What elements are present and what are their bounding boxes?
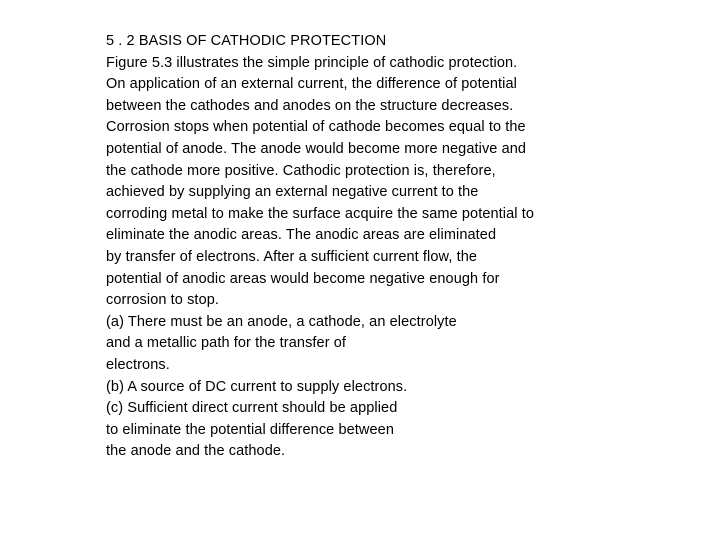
list-item-a-line: (a) There must be an anode, a cathode, an electrolyte — [106, 313, 457, 330]
body-line: by transfer of electrons. After a sufficient current flow, the — [106, 248, 478, 265]
body-line: Figure 5.3 illustrates the simple principle of cathodic protection. — [106, 54, 518, 71]
body-line: On application of an external current, the difference of potential — [106, 76, 517, 93]
list-item-a-line: and a metallic path for the transfer of — [106, 335, 347, 352]
list-item-a-line: electrons. — [106, 356, 170, 373]
body-line: potential of anodic areas would become negative enough for — [106, 270, 500, 287]
body-line: potential of anode. The anode would become more negative and — [106, 140, 527, 157]
section-heading: 5 . 2 BASIS OF CATHODIC PROTECTION — [106, 33, 387, 49]
body-line: Corrosion stops when potential of cathode becomes equal to the — [106, 119, 526, 136]
body-line: achieved by supplying an external negative current to the — [106, 184, 479, 201]
list-item-c-line: the anode and the cathode. — [106, 443, 286, 460]
list-item-b-line: (b) A source of DC current to supply electrons. — [106, 378, 408, 395]
body-line: between the cathodes and anodes on the structure decreases. — [106, 97, 514, 114]
list-item-c-line: (c) Sufficient direct current should be applied — [106, 400, 398, 417]
text-block — [106, 31, 706, 463]
body-line: corrosion to stop. — [106, 292, 220, 309]
body-line: corroding metal to make the surface acquire the same potential to — [106, 205, 535, 222]
body-line: eliminate the anodic areas. The anodic areas are eliminated — [106, 227, 497, 244]
list-item-c-line: to eliminate the potential difference between — [106, 421, 394, 438]
body-line: the cathode more positive. Cathodic protection is, therefore, — [106, 162, 496, 179]
